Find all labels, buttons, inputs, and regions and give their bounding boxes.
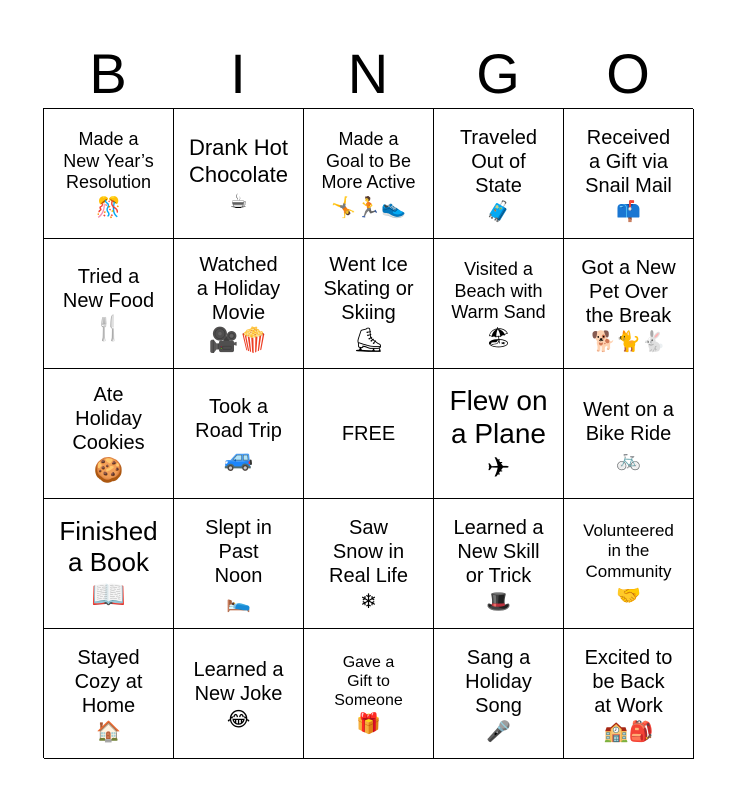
bingo-cell[interactable]: [174, 239, 304, 369]
pets-icons: 🐕🐈🐇: [591, 328, 666, 353]
free-cell[interactable]: [304, 369, 434, 499]
cell-label: Got a New Pet Over the Break: [581, 256, 676, 327]
bingo-cell[interactable]: [434, 239, 564, 369]
cell-label: Received a Gift via Snail Mail: [585, 126, 672, 197]
cell-label: Drank Hot Chocolate: [188, 135, 289, 187]
bingo-cell[interactable]: [174, 109, 304, 239]
header-letter-i: I: [230, 42, 246, 105]
gift-icon: 🎁: [356, 711, 381, 736]
cell-label: Went on a Bike Ride: [583, 398, 674, 445]
bingo-cell[interactable]: [564, 239, 694, 369]
laughing-face-icon: 😂: [226, 706, 251, 731]
bingo-cell[interactable]: [174, 369, 304, 499]
bingo-cell[interactable]: [44, 109, 174, 239]
beach-umbrella-icon: 🏖: [485, 324, 512, 349]
header-letter-b: B: [89, 42, 127, 105]
car-icon: 🚙: [223, 444, 254, 473]
cell-label: Visited a Beach with Warm Sand: [451, 259, 546, 323]
bingo-header: [43, 40, 693, 108]
bingo-cell[interactable]: [304, 239, 434, 369]
bingo-cell[interactable]: [434, 109, 564, 239]
exercise-icons: 🤸🏃👟: [331, 194, 406, 219]
luggage-icon: 🧳: [486, 198, 511, 223]
ice-skate-icon: ⛸: [353, 326, 384, 355]
school-backpack-icons: 🏫🎒: [603, 718, 654, 743]
cookie-icon: 🍪: [93, 456, 124, 485]
bicycle-icon: 🚲: [616, 446, 641, 471]
bingo-cell[interactable]: [434, 369, 564, 499]
bingo-cell[interactable]: [44, 629, 174, 759]
bingo-cell[interactable]: [304, 109, 434, 239]
top-hat-icon: 🎩: [486, 588, 511, 613]
cell-label: Volunteered in the Community: [583, 520, 674, 581]
bingo-cell[interactable]: [174, 629, 304, 759]
snowflake-icon: ❄: [360, 588, 377, 613]
cell-label: Went Ice Skating or Skiing: [323, 254, 414, 325]
free-label: FREE: [341, 422, 396, 445]
bingo-cell[interactable]: [564, 629, 694, 759]
cell-label: Excited to be Back at Work: [584, 646, 673, 717]
header-letter-n: N: [347, 42, 389, 105]
cell-label: Made a Goal to Be More Active: [321, 129, 416, 193]
movie-popcorn-icons: 🎥🍿: [208, 326, 269, 355]
cell-label: Took a Road Trip: [195, 396, 282, 443]
cell-label: Ate Holiday Cookies: [72, 384, 145, 455]
bingo-grid: [43, 108, 693, 758]
bingo-cell[interactable]: [44, 499, 174, 629]
airplane-icon: ✈: [486, 450, 511, 484]
bingo-cell[interactable]: [564, 369, 694, 499]
cell-label: Finished a Book: [59, 515, 158, 578]
cell-label: Watched a Holiday Movie: [196, 254, 281, 325]
hot-beverage-icon: ☕: [229, 188, 248, 213]
cell-label: Made a New Year’s Resolution: [63, 129, 154, 193]
microphone-icon: 🎤: [486, 718, 511, 743]
header-letter-o: O: [606, 42, 650, 105]
cell-label: Flew on a Plane: [449, 384, 548, 450]
cell-label: Gave a Gift to Someone: [334, 653, 403, 710]
bingo-cell[interactable]: [44, 369, 174, 499]
cell-label: Saw Snow in Real Life: [329, 516, 408, 587]
mailbox-icon: 📫: [616, 198, 641, 223]
fork-knife-icon: 🍴: [93, 314, 124, 343]
bingo-cell[interactable]: [434, 629, 564, 759]
bingo-cell[interactable]: [304, 629, 434, 759]
cell-label: Traveled Out of State: [459, 126, 538, 197]
open-book-icon: 📖: [91, 578, 126, 612]
bed-icon: 🛌: [226, 588, 251, 613]
house-icon: 🏠: [96, 718, 121, 743]
cell-label: Tried a New Food: [62, 266, 155, 313]
cell-label: Learned a New Joke: [193, 658, 284, 705]
bingo-cell[interactable]: [564, 499, 694, 629]
bingo-cell[interactable]: [44, 239, 174, 369]
bingo-cell[interactable]: [174, 499, 304, 629]
bingo-cell[interactable]: [304, 499, 434, 629]
bingo-cell[interactable]: [434, 499, 564, 629]
header-letter-g: G: [476, 42, 520, 105]
cell-label: Slept in Past Noon: [205, 516, 272, 587]
confetti-icon: 🎊: [96, 194, 121, 219]
cell-label: Learned a New Skill or Trick: [453, 516, 544, 587]
cell-label: Sang a Holiday Song: [465, 646, 532, 717]
handshake-icon: 🤝: [616, 583, 641, 608]
cell-label: Stayed Cozy at Home: [74, 646, 143, 717]
bingo-cell[interactable]: [564, 109, 694, 239]
